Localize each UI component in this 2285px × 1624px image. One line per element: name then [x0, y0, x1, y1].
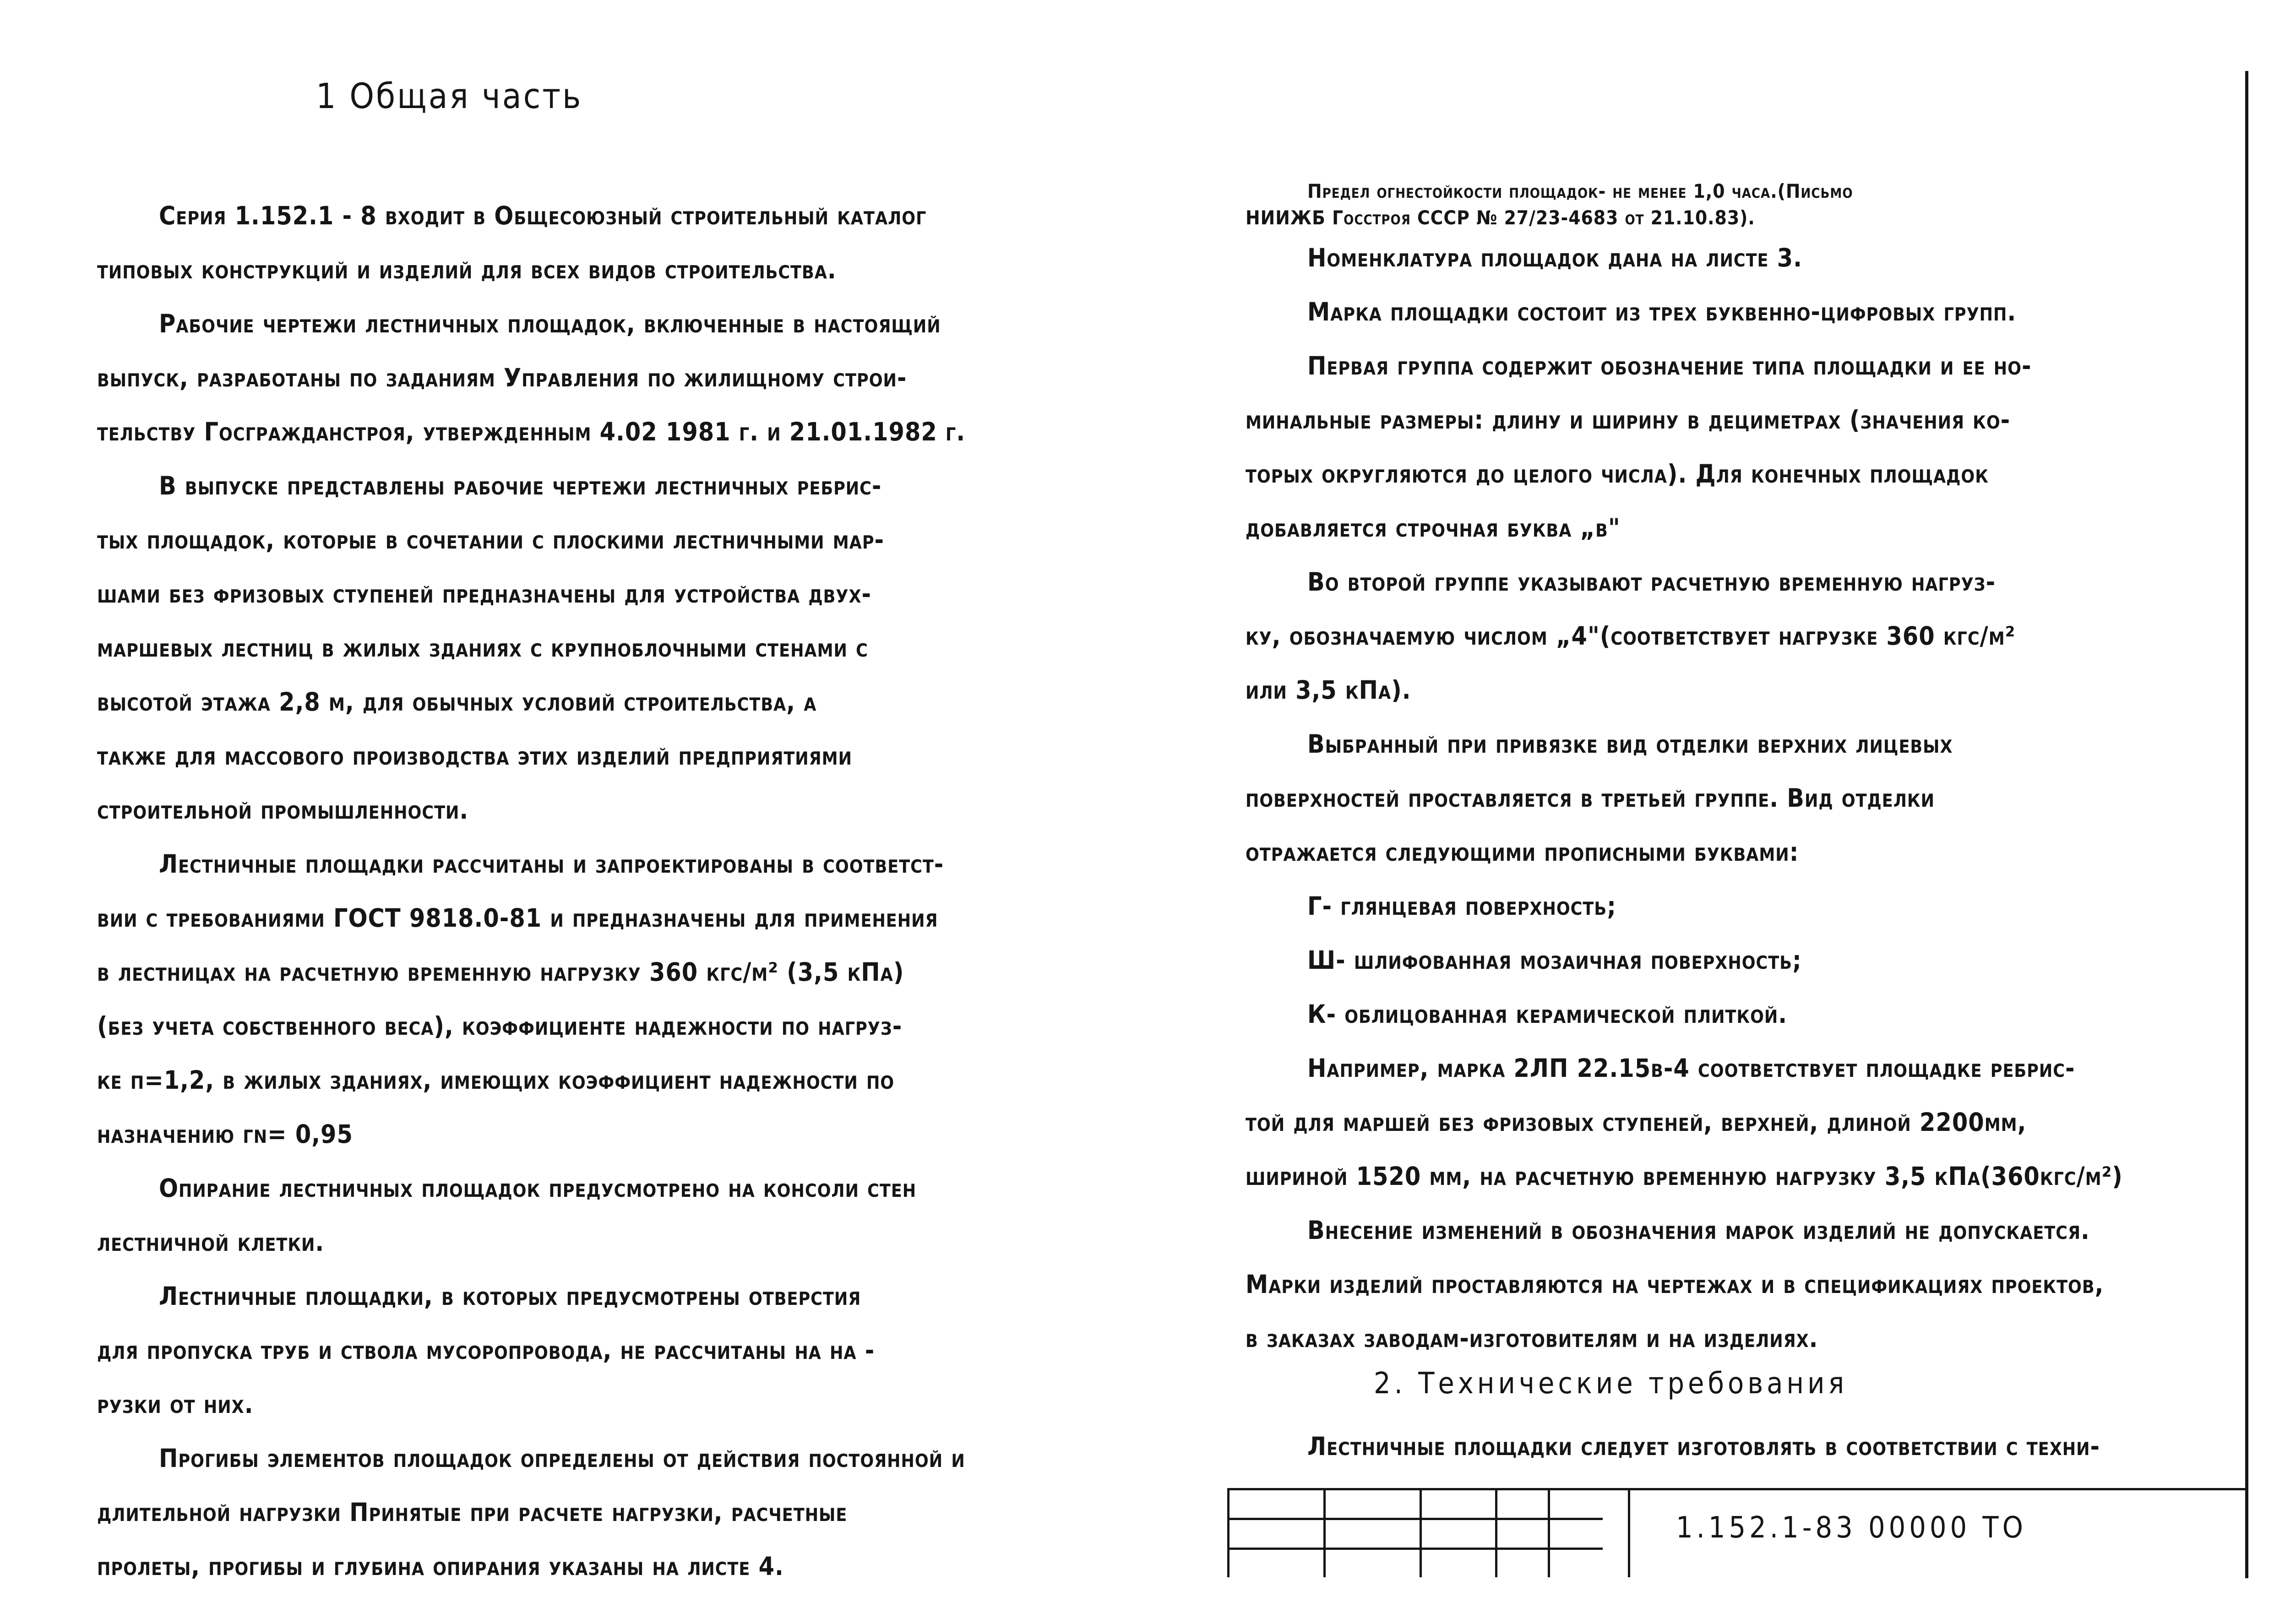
- text-line: Предел огнестойкости площадок- не менее 1,0 часа.(Письмо: [1307, 180, 1853, 202]
- text-line: торых округляются до целого числа). Для конечных площадок: [1246, 459, 1989, 489]
- stamp-grid-line: [1227, 1518, 1603, 1520]
- text-line: шами без фризовых ступеней предназначены для устройства двух-: [97, 579, 872, 608]
- text-line: строительной промышленности.: [97, 795, 469, 825]
- stamp-grid-line: [1323, 1488, 1326, 1577]
- text-line: отражается следующими прописными буквами:: [1246, 837, 1799, 867]
- text-line: шириной 1520 мм, на расчетную временную нагрузку 3,5 кПа(360кгс/м²): [1246, 1162, 2123, 1191]
- text-line: добавляется строчная буква „в": [1246, 513, 1621, 543]
- text-line: или 3,5 кПа).: [1246, 675, 1411, 705]
- text-line: в заказах заводам-изготовителям и на изделиях.: [1246, 1324, 1818, 1353]
- text-line: Серия 1.152.1 - 8 входит в Общесоюзный строительный каталог: [159, 201, 927, 230]
- text-line: минальные размеры: длину и ширину в дециметрах (значения ко-: [1246, 405, 2011, 435]
- text-line: Лестничные площадки рассчитаны и запроектированы в соответст-: [159, 849, 944, 879]
- text-line: В выпуске представлены рабочие чертежи лестничных ребрис-: [159, 471, 882, 500]
- document-code: 1.152.1-83 00000 ТО: [1676, 1511, 2027, 1545]
- text-line: для пропуска труб и ствола мусоропровода, не рассчитаны на на -: [97, 1336, 875, 1365]
- text-line: Опирание лестничных площадок предусмотрено на консоли стен: [159, 1173, 917, 1203]
- text-line: пролеты, прогибы и глубина опирания указаны на листе 4.: [97, 1552, 784, 1581]
- text-line: К- облицованная керамической плиткой.: [1307, 999, 1788, 1029]
- text-line: выпуск, разработаны по заданиям Управления по жилищному строи-: [97, 363, 907, 392]
- stamp-grid-line: [1227, 1488, 1230, 1577]
- left-text-column: [97, 189, 1150, 1593]
- stamp-grid-line: [1548, 1488, 1550, 1577]
- text-line: лестничной клетки.: [97, 1228, 325, 1257]
- text-line: НИИЖБ Госстроя СССР № 27/23-4683 от 21.10.83).: [1246, 206, 1755, 229]
- text-line: Г- глянцевая поверхность;: [1307, 891, 1616, 921]
- text-line: Во второй группе указывают расчетную временную нагруз-: [1307, 567, 1996, 597]
- text-line: Например, марка 2ЛП 22.15в-4 соответствует площадке ребрис-: [1307, 1054, 2075, 1083]
- text-line: Ш- шлифованная мозаичная поверхность;: [1307, 945, 1802, 975]
- text-line: тельству Госгражданстроя, утвержденным 4.02 1981 г. и 21.01.1982 г.: [97, 417, 966, 446]
- text-line: (без учета собственного веса), коэффициенте надежности по нагруз-: [97, 1011, 903, 1041]
- title-block-stamp: [1227, 1488, 2248, 1577]
- text-line: Внесение изменений в обозначения марок изделий не допускается.: [1307, 1216, 2090, 1245]
- frame-border-right: [2245, 71, 2248, 1578]
- text-line: рузки от них.: [97, 1390, 254, 1419]
- text-line: высотой этажа 2,8 м, для обычных условий строительства, а: [97, 687, 817, 717]
- text-line: Лестничные площадки следует изготовлять в соответствии с техни-: [1307, 1432, 2100, 1461]
- text-line: также для массового производства этих изделий предприятиями: [97, 741, 852, 771]
- text-line: поверхностей проставляется в третьей группе. Вид отделки: [1246, 783, 1935, 813]
- stamp-divider: [1628, 1488, 1630, 1577]
- right-text-column-continued: [1246, 1419, 2237, 1473]
- text-line: ке п=1,2, в жилых зданиях, имеющих коэффициент надежности по: [97, 1065, 895, 1095]
- text-line: Номенклатура площадок дана на листе 3.: [1307, 243, 1802, 272]
- stamp-grid-line: [1227, 1548, 1603, 1550]
- text-line: той для маршей без фризовых ступеней, верхней, длиной 2200мм,: [1246, 1108, 2027, 1137]
- text-line: Марка площадки состоит из трех буквенно-цифровых групп.: [1307, 297, 2017, 326]
- text-line: в лестницах на расчетную временную нагрузку 360 кгс/м² (3,5 кПа): [97, 957, 904, 987]
- text-line: Выбранный при привязке вид отделки верхних лицевых: [1307, 729, 1953, 759]
- text-line: Лестничные площадки, в которых предусмотрены отверстия: [159, 1282, 861, 1311]
- text-line: Рабочие чертежи лестничных площадок, включенные в настоящий: [159, 309, 941, 338]
- text-line: ку, обозначаемую числом „4"(соответствует нагрузке 360 кгс/м²: [1246, 621, 2016, 651]
- stamp-grid-line: [1495, 1488, 1497, 1577]
- section-title-technical-requirements: 2. Технические требования: [1374, 1367, 1848, 1401]
- text-line: маршевых лестниц в жилых зданиях с крупноблочными стенами с: [97, 633, 868, 663]
- text-line: Прогибы элементов площадок определены от действия постоянной и: [159, 1444, 965, 1473]
- text-line: тых площадок, которые в сочетании с плоскими лестничными мар-: [97, 525, 885, 554]
- text-line: вии с требованиями ГОСТ 9818.0-81 и предназначены для применения: [97, 903, 938, 933]
- text-line: типовых конструкций и изделий для всех видов строительства.: [97, 255, 837, 284]
- stamp-grid-line: [1420, 1488, 1422, 1577]
- text-line: назначению γn= 0,95: [97, 1119, 353, 1149]
- text-line: длительной нагрузки Принятые при расчете нагрузки, расчетные: [97, 1498, 848, 1527]
- page-title: 1 Общая часть: [316, 76, 583, 116]
- right-text-column: [1246, 178, 2237, 1365]
- text-line: Марки изделий проставляются на чертежах и в спецификациях проектов,: [1246, 1270, 2104, 1299]
- text-line: Первая группа содержит обозначение типа площадки и ее но-: [1307, 351, 2032, 380]
- stamp-grid: [1227, 1488, 1603, 1577]
